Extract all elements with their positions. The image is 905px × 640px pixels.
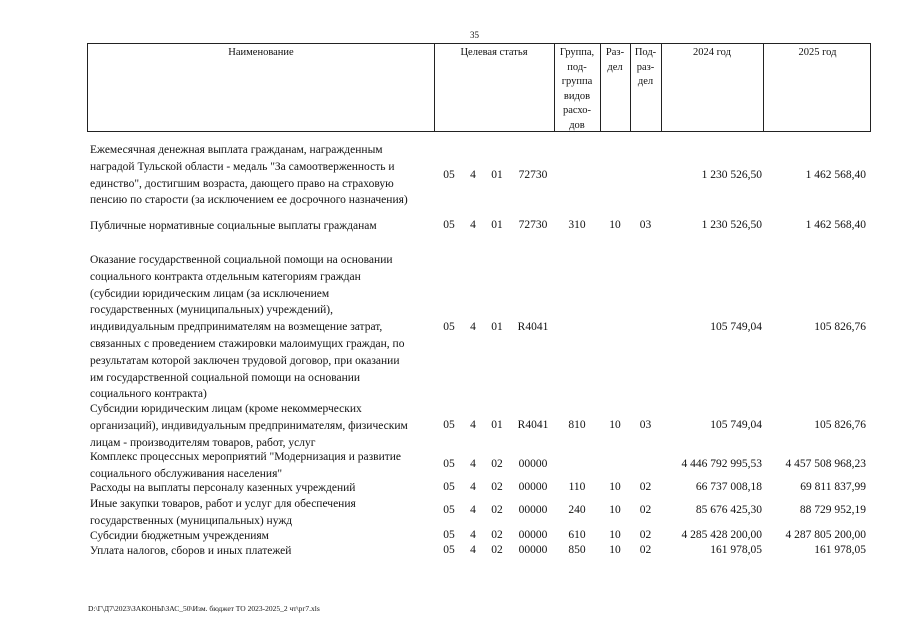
target-code-2: 4 [470,481,476,493]
header-name: Наименование [228,47,294,58]
target-code-1: 05 [443,320,455,333]
amount-2024: 105 749,04 [710,419,762,432]
amount-2025: 69 811 837,99 [800,481,866,493]
target-code-4: 72730 [518,219,548,231]
expense-group: 310 [568,219,586,231]
target-code-3: 02 [491,504,503,516]
expense-group: 610 [568,529,586,541]
amount-2024: 161 978,05 [710,544,762,556]
amount-2024: 105 749,04 [710,320,762,333]
podrazdel: 03 [639,219,652,231]
target-code-2: 4 [470,529,476,541]
row-name: Комплекс процессных мероприятий "Модернизация и развитие социального обслуживания населения" [90,451,402,480]
target-code-3: 01 [491,219,503,231]
target-code-1: 05 [443,504,455,516]
row-name: Оказание государственной социальной помощи на основании социального контракта отдельным категориям граждан (субсидии юридическим лицам (за исключением государственных (муниципальных) учреждений), индивидуальным предпринимателям на возмещение затрат, связанных с проведением стажировки малоимущих граждан, по результатам которой заключен трудовой договор, при оказании им государственной социальной помощи на основании социального контракта) [90,254,405,401]
header-2025: 2025 год [798,47,837,58]
target-code-4: R4041 [517,320,549,333]
amount-2024: 4 285 428 200,00 [681,529,762,541]
row-name: Иные закупки товаров, работ и услуг для обеспечения государственных (муниципальных) нужд [90,498,356,527]
target-code-4: 00000 [518,529,548,541]
amount-2024: 4 446 792 995,53 [681,458,762,470]
amount-2024: 85 676 425,30 [695,504,762,516]
target-code-1: 05 [443,458,455,470]
target-code-4: 00000 [518,458,548,470]
target-code-3: 01 [491,168,503,181]
amount-2025: 1 462 568,40 [805,219,866,231]
target-code-4: 00000 [518,544,548,556]
target-code-1: 05 [443,419,455,432]
expense-group: 850 [568,544,586,556]
expense-group: 110 [568,481,586,493]
target-code-1: 05 [443,481,455,493]
file-path-footer: D:\Г\Д7\2023\ЗАКОНЫ\ЗАС_50\Изм. бюджет ТО 2023-2025_2 чт\рг7.xls [88,604,320,613]
target-code-1: 05 [443,168,455,181]
podrazdel: 02 [639,481,652,493]
amount-2025: 105 826,76 [814,419,866,432]
amount-2024: 1 230 526,50 [701,219,762,231]
razdel: 10 [609,419,621,432]
podrazdel: 03 [639,419,652,432]
amount-2025: 4 287 805 200,00 [785,529,866,541]
page-number: 35 [470,30,479,40]
razdel: 10 [609,544,621,556]
target-code-2: 4 [470,544,476,556]
header-razdel: Раз- дел [605,47,625,73]
target-code-2: 4 [470,168,476,181]
amount-2025: 88 729 952,19 [799,504,866,516]
header-target: Целевая статья [460,47,528,58]
expense-group: 240 [568,504,586,516]
target-code-1: 05 [443,544,455,556]
razdel: 10 [609,481,621,493]
target-code-4: R4041 [517,419,549,432]
razdel: 10 [609,219,621,231]
row-name: Ежемесячная денежная выплата гражданам, награжденным наградой Тульской области - медаль "За самоотверженность и единство", достигшим возраста, дающего право на страховую пенсию по старости (за исключением ее досрочного назначения) [90,144,408,207]
razdel: 10 [609,504,621,516]
expense-group: 810 [568,419,586,432]
amount-2025: 105 826,76 [814,320,866,333]
podrazdel: 02 [639,504,652,516]
target-code-2: 4 [470,419,476,432]
target-code-2: 4 [470,458,476,470]
target-code-3: 02 [491,481,503,493]
target-code-4: 00000 [518,481,548,493]
target-code-2: 4 [470,504,476,516]
podrazdel: 02 [639,544,652,556]
amount-2025: 4 457 508 968,23 [785,458,866,470]
target-code-3: 02 [491,458,503,470]
amount-2025: 161 978,05 [814,544,866,556]
target-code-4: 00000 [518,504,548,516]
target-code-3: 02 [491,544,503,556]
razdel: 10 [609,529,621,541]
row-name: Субсидии бюджетным учреждениям [90,530,269,542]
table-header [87,43,871,132]
amount-2024: 66 737 008,18 [695,481,762,493]
row-name: Уплата налогов, сборов и иных платежей [90,545,292,557]
target-code-3: 02 [491,529,503,541]
header-group: Группа, под- группа видов расхо- дов [559,47,595,131]
header-2024: 2024 год [693,47,731,58]
row-name: Расходы на выплаты персоналу казенных учреждений [90,482,356,494]
target-code-3: 01 [491,320,503,333]
podrazdel: 02 [639,529,652,541]
target-code-4: 72730 [518,168,548,181]
target-code-2: 4 [470,219,476,231]
target-code-1: 05 [443,529,455,541]
amount-2025: 1 462 568,40 [805,168,866,181]
target-code-2: 4 [470,320,476,333]
target-code-1: 05 [443,219,455,231]
row-name: Публичные нормативные социальные выплаты гражданам [90,220,377,232]
row-name: Субсидии юридическим лицам (кроме некоммерческих организаций), индивидуальным предпринимателям, физическим лицам - производителям товаров, работ, услуг [90,403,408,449]
target-code-3: 01 [491,419,503,432]
amount-2024: 1 230 526,50 [701,168,762,181]
header-podrazdel: Под- раз- дел [634,47,657,87]
